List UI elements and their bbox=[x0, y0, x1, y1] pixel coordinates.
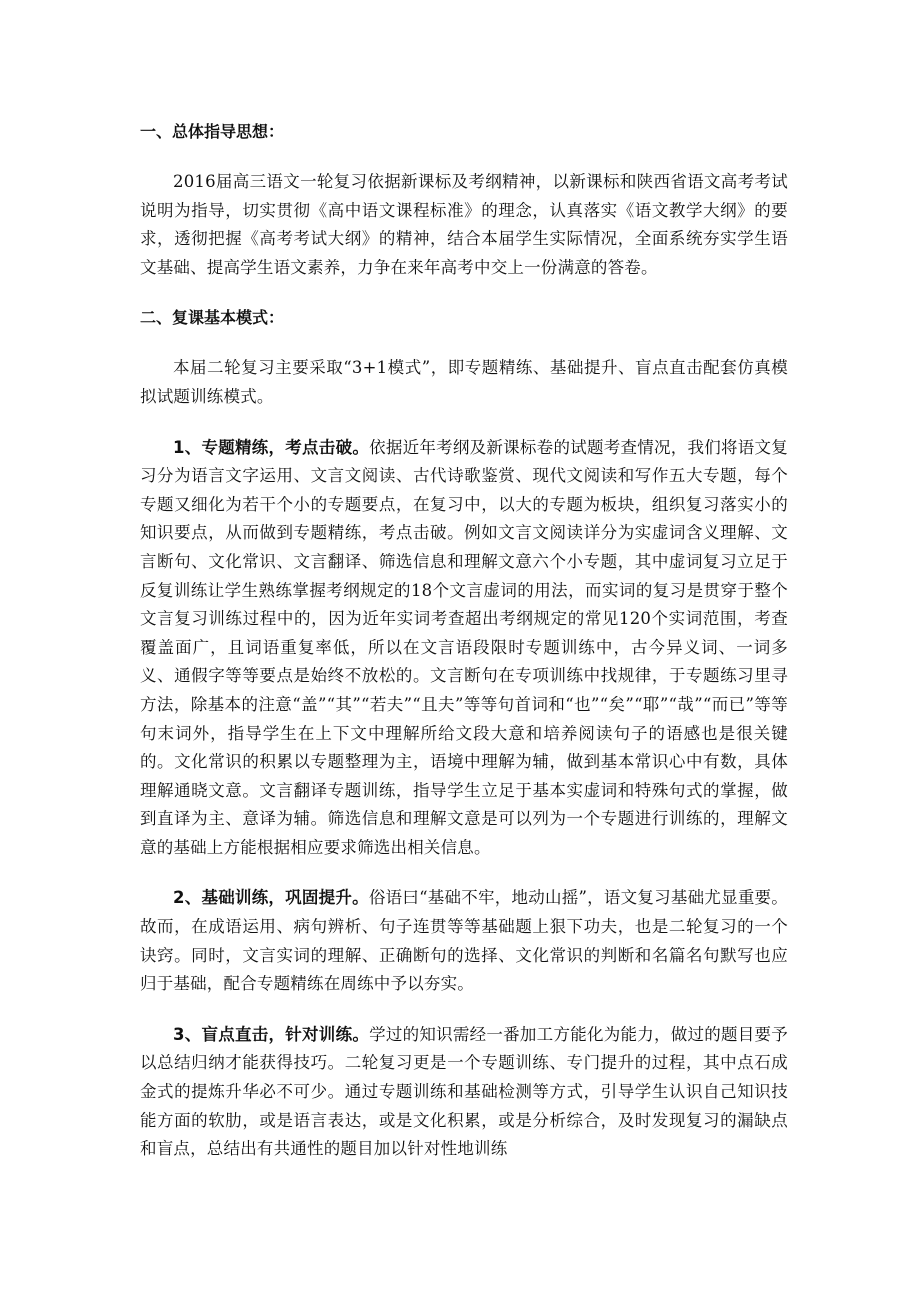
item-1-text: 依据近年考纲及新课标卷的试题考查情况，我们将语文复习分为语言文字运用、文言文阅读、古代诗歌鉴赏、现代文阅读和写作五大专题，每个专题又细化为若干个小的专题要点，在复习中，以大的专题为板块，组织复习落实小的知识要点，从而做到专题精练，考点击破。例如文言文阅读详分为实虚词含义理解、文言断句、文化常识、文言翻译、筛选信息和理解文意六个小专题，其中虚词复习立足于反复训练让学生熟练掌握考纲规定的18个文言虚词的用法，而实词的复习是贯穿于整个文言复习训练过程中的，因为近年实词考查超出考纲规定的常见120个实词范围，考查覆盖面广，且词语重复率低，所以在文言语段限时专题训练中，古今异义词、一词多义、通假字等等要点是始终不放松的。文言断句在专项训练中找规律，于专题练习里寻方法，除基本的注意“盖”“其”“若夫”“且夫”等等句首词和“也”“矣”“耶”“哉”“而已”等等句末词外，指导学生在上下文中理解所给文段大意和培养阅读句子的语感也是很关键的。文化常识的积累以专题整理为主，语境中理解为辅，做到基本常识心中有数，具体理解通晓文意。文言翻译专题训练，指导学生立足于基本实虚词和特殊句式的掌握，做到直译为主、意译为辅。筛选信息和理解文意是可以列为一个专题进行训练的，理解文意的基础上方能根据相应要求筛选出相关信息。 bbox=[140, 437, 788, 857]
paragraph-guiding-ideology: 2016届高三语文一轮复习依据新课标及考纲精神，以新课标和陕西省语文高考考试说明为指导，切实贯彻《高中语文课程标准》的理念，认真落实《语文教学大纲》的要求，透彻把握《高考考试大纲》的精神，结合本届学生实际情况，全面系统夯实学生语文基础、提高学生语文素养，力争在来年高考中交上一份满意的答卷。 bbox=[140, 172, 788, 277]
section-heading-review-mode: 二、复课基本模式： bbox=[140, 308, 285, 328]
paragraph-review-mode-intro: 本届二轮复习主要采取“3+1模式”，即专题精练、基础提升、盲点直击配套仿真模拟试题训练模式。 bbox=[140, 358, 788, 406]
section-heading-guiding-ideology: 一、总体指导思想： bbox=[140, 122, 285, 141]
item-3-text: 学过的知识需经一番加工方能化为能力，做过的题目要予以总结归纳才能获得技巧。二轮复习更是一个专题训练、专门提升的过程，其中点石成金式的提炼升华必不可少。通过专题训练和基础检测等方式，引导学生认识自己知识技能方面的软肋，或是语言表达，或是文化积累，或是分析综合，及时发现复习的漏缺点和盲点，总结出有共通性的题目加以针对性地训练 bbox=[140, 1024, 788, 1159]
paragraph-item-3 bbox=[140, 1021, 788, 1164]
item-3-lead: 3、盲点直击，针对训练。 bbox=[173, 1024, 370, 1044]
item-1-lead: 1、专题精练，考点击破。 bbox=[173, 437, 370, 457]
item-2-lead: 2、基础训练，巩固提升。 bbox=[173, 888, 369, 908]
paragraph-item-1 bbox=[140, 434, 788, 863]
paragraph-item-2 bbox=[140, 884, 788, 998]
item-2-text: 俗语曰“基础不牢，地动山摇”，语文复习基础尤显重要。故而，在成语运用、病句辨析、句子连贯等等基础题上狠下功夫，也是二轮复习的一个诀窍。同时，文言实词的理解、正确断句的选择、文化常识的判断和名篇名句默写也应归于基础，配合专题精练在周练中予以夯实。 bbox=[140, 888, 788, 994]
